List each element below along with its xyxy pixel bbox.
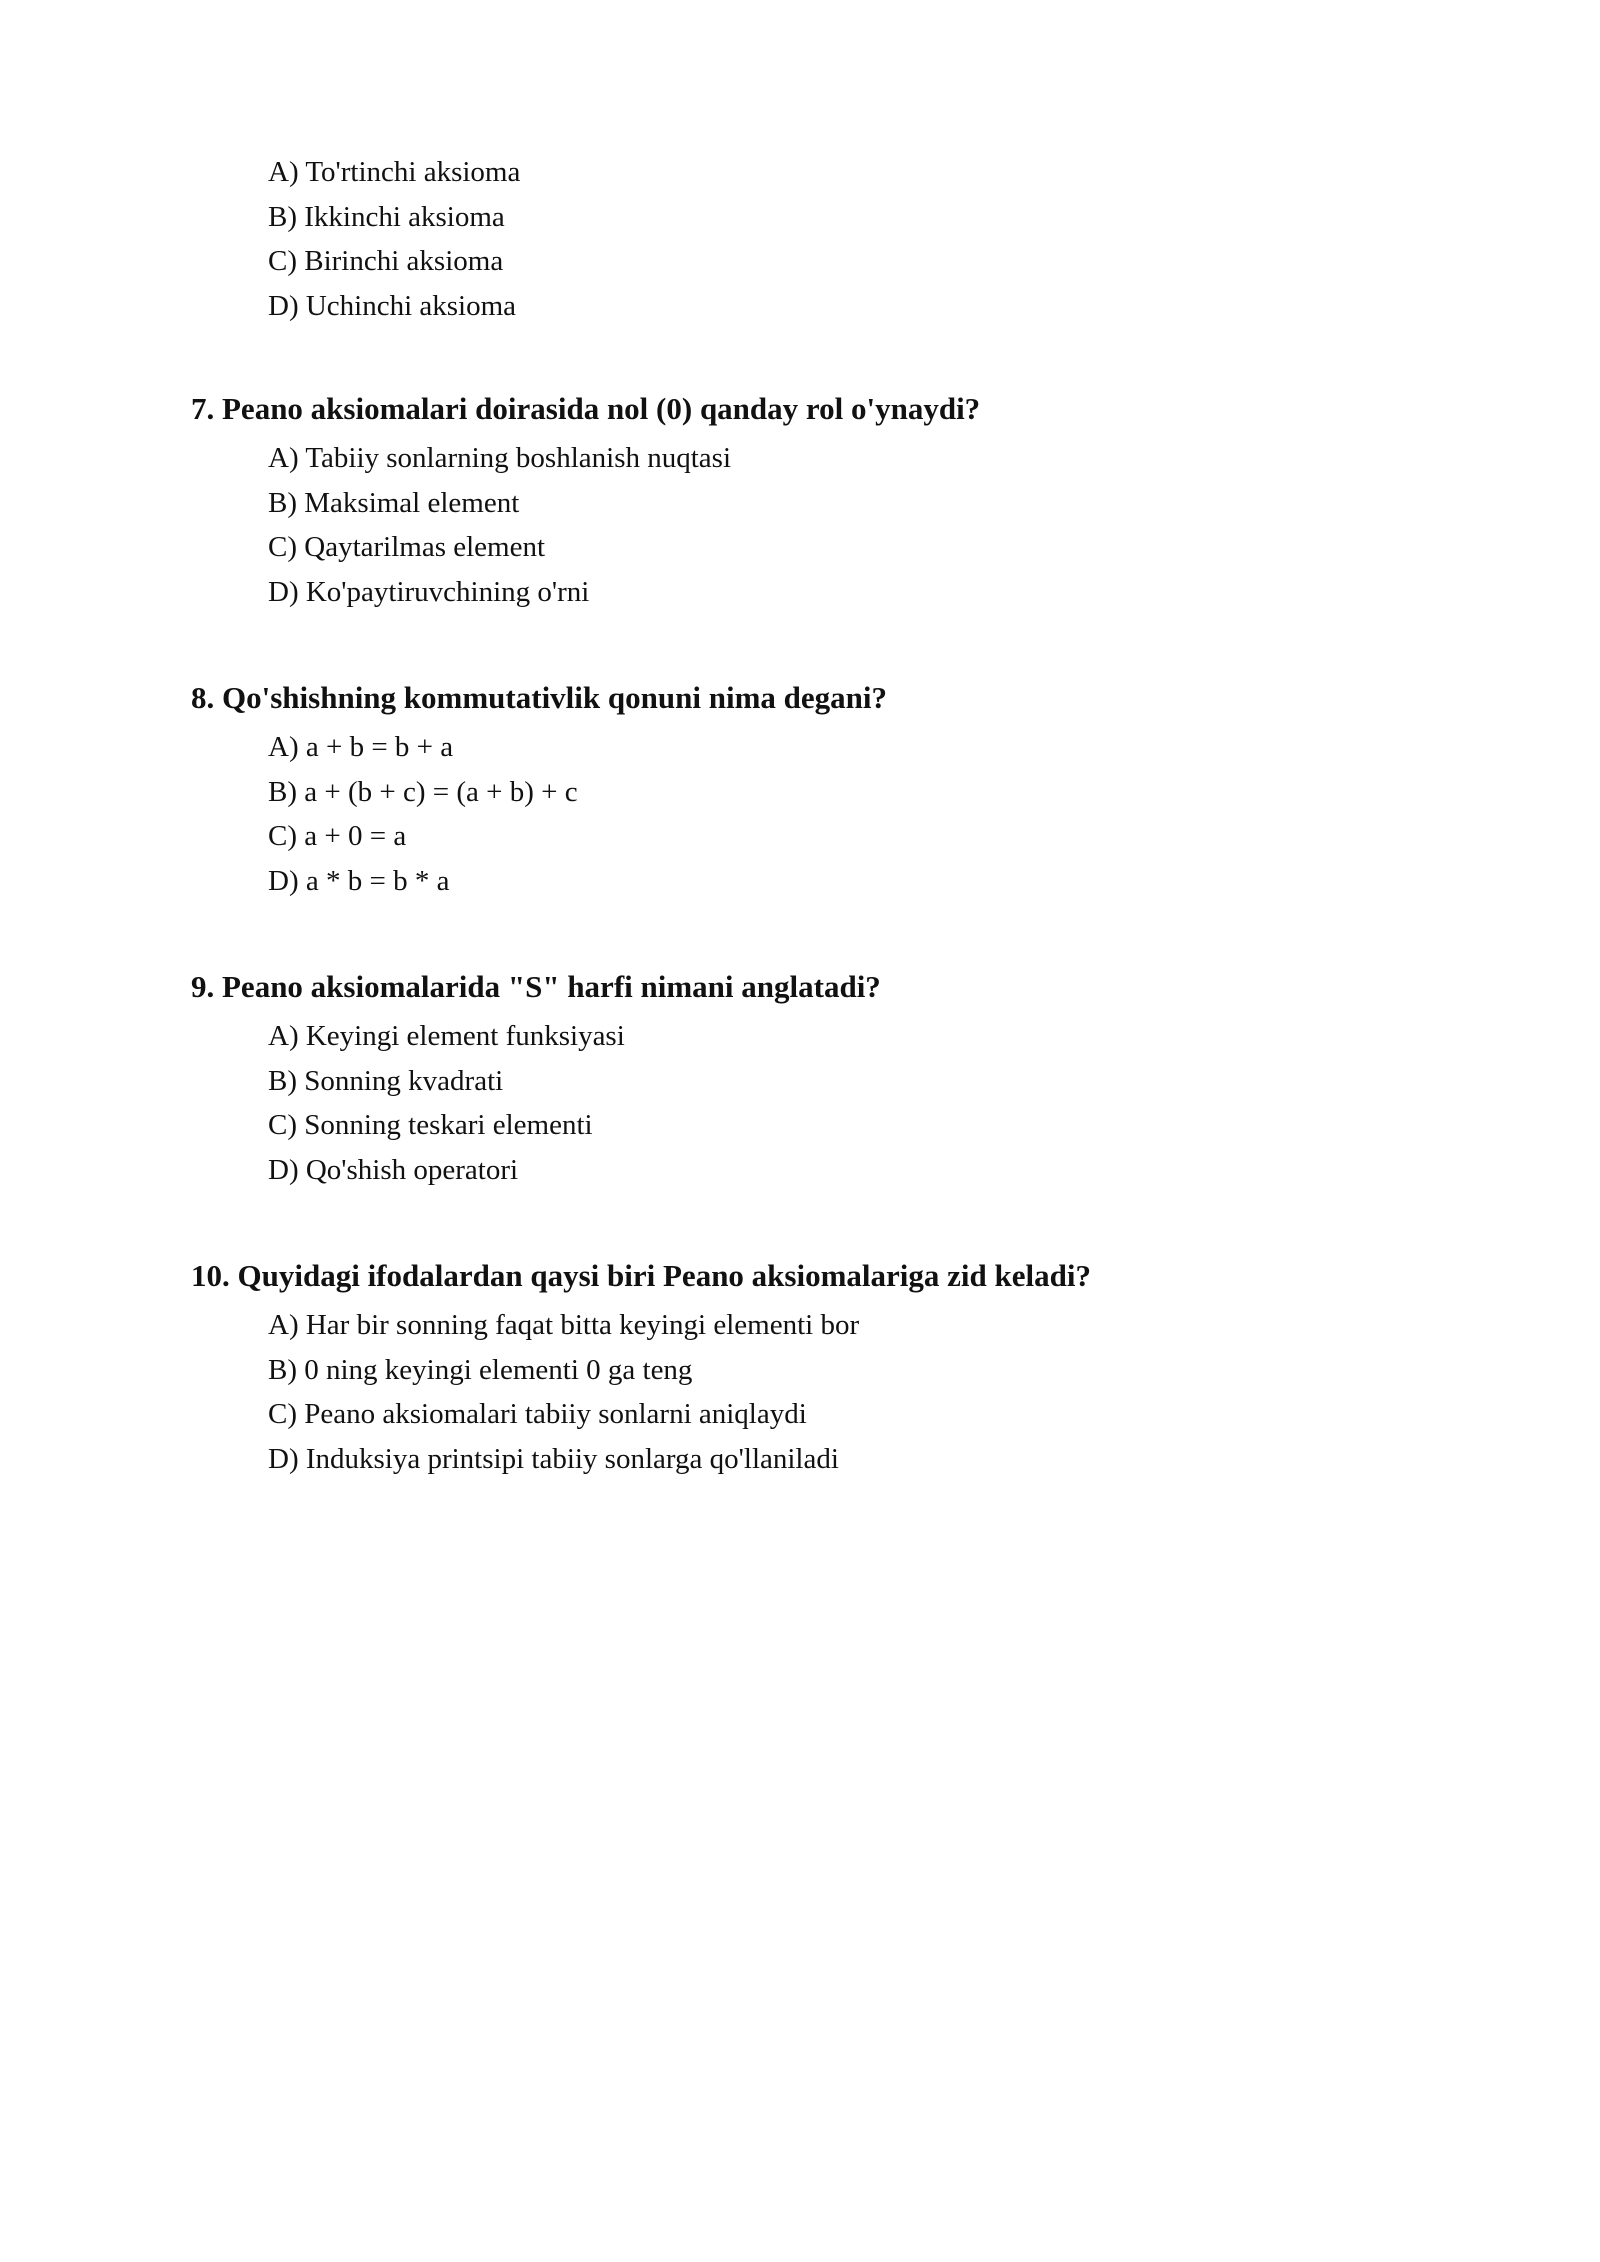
option-list <box>191 1014 1491 1192</box>
option-b: B) a + (b + c) = (a + b) + c <box>268 775 578 808</box>
question-6-options <box>268 150 520 328</box>
question-title: 9. Peano aksiomalarida "S" harfi nimani anglatadi? <box>191 969 881 1004</box>
option-a: A) Keyingi element funksiyasi <box>268 1020 625 1052</box>
option-c: C) Sonning teskari elementi <box>268 1109 593 1142</box>
option-b: B) 0 ning keyingi elementi 0 ga teng <box>268 1353 693 1386</box>
option-b: B) Maksimal element <box>268 486 520 519</box>
option-d: D) Ko'paytiruvchining o'rni <box>268 575 590 608</box>
question-title: 8. Qo'shishning kommutativlik qonuni nima degani? <box>191 680 888 715</box>
option-list <box>191 1303 1491 1481</box>
option-d: D) Qo'shish operatori <box>268 1153 519 1186</box>
option-list <box>191 436 1491 614</box>
option-c: C) Peano aksiomalari tabiiy sonlarni aniqlaydi <box>268 1398 807 1431</box>
option-a: A) Tabiiy sonlarning boshlanish nuqtasi <box>268 442 732 474</box>
question-7 <box>191 389 1491 614</box>
option-a: A) To'rtinchi aksioma <box>268 156 521 188</box>
option-b: B) Sonning kvadrati <box>268 1064 504 1097</box>
option-c: C) Birinchi aksioma <box>268 245 504 278</box>
option-a: A) Har bir sonning faqat bitta keyingi elementi bor <box>268 1309 860 1341</box>
option-b: B) Ikkinchi aksioma <box>268 200 505 233</box>
question-9 <box>191 967 1491 1192</box>
option-d: D) a * b = b * a <box>268 864 450 897</box>
question-title: 7. Peano aksiomalari doirasida nol (0) qanday rol o'ynaydi? <box>191 391 981 426</box>
option-d: D) Uchinchi aksioma <box>268 289 517 322</box>
question-10 <box>191 1256 1491 1481</box>
option-c: C) Qaytarilmas element <box>268 531 546 564</box>
question-8 <box>191 678 1491 903</box>
option-list <box>191 725 1491 903</box>
option-d: D) Induksiya printsipi tabiiy sonlarga qo'llaniladi <box>268 1442 839 1475</box>
question-title: 10. Quyidagi ifodalardan qaysi biri Peano aksiomalariga zid keladi? <box>191 1258 1091 1293</box>
option-a: A) a + b = b + a <box>268 731 454 763</box>
option-c: C) a + 0 = a <box>268 820 407 853</box>
